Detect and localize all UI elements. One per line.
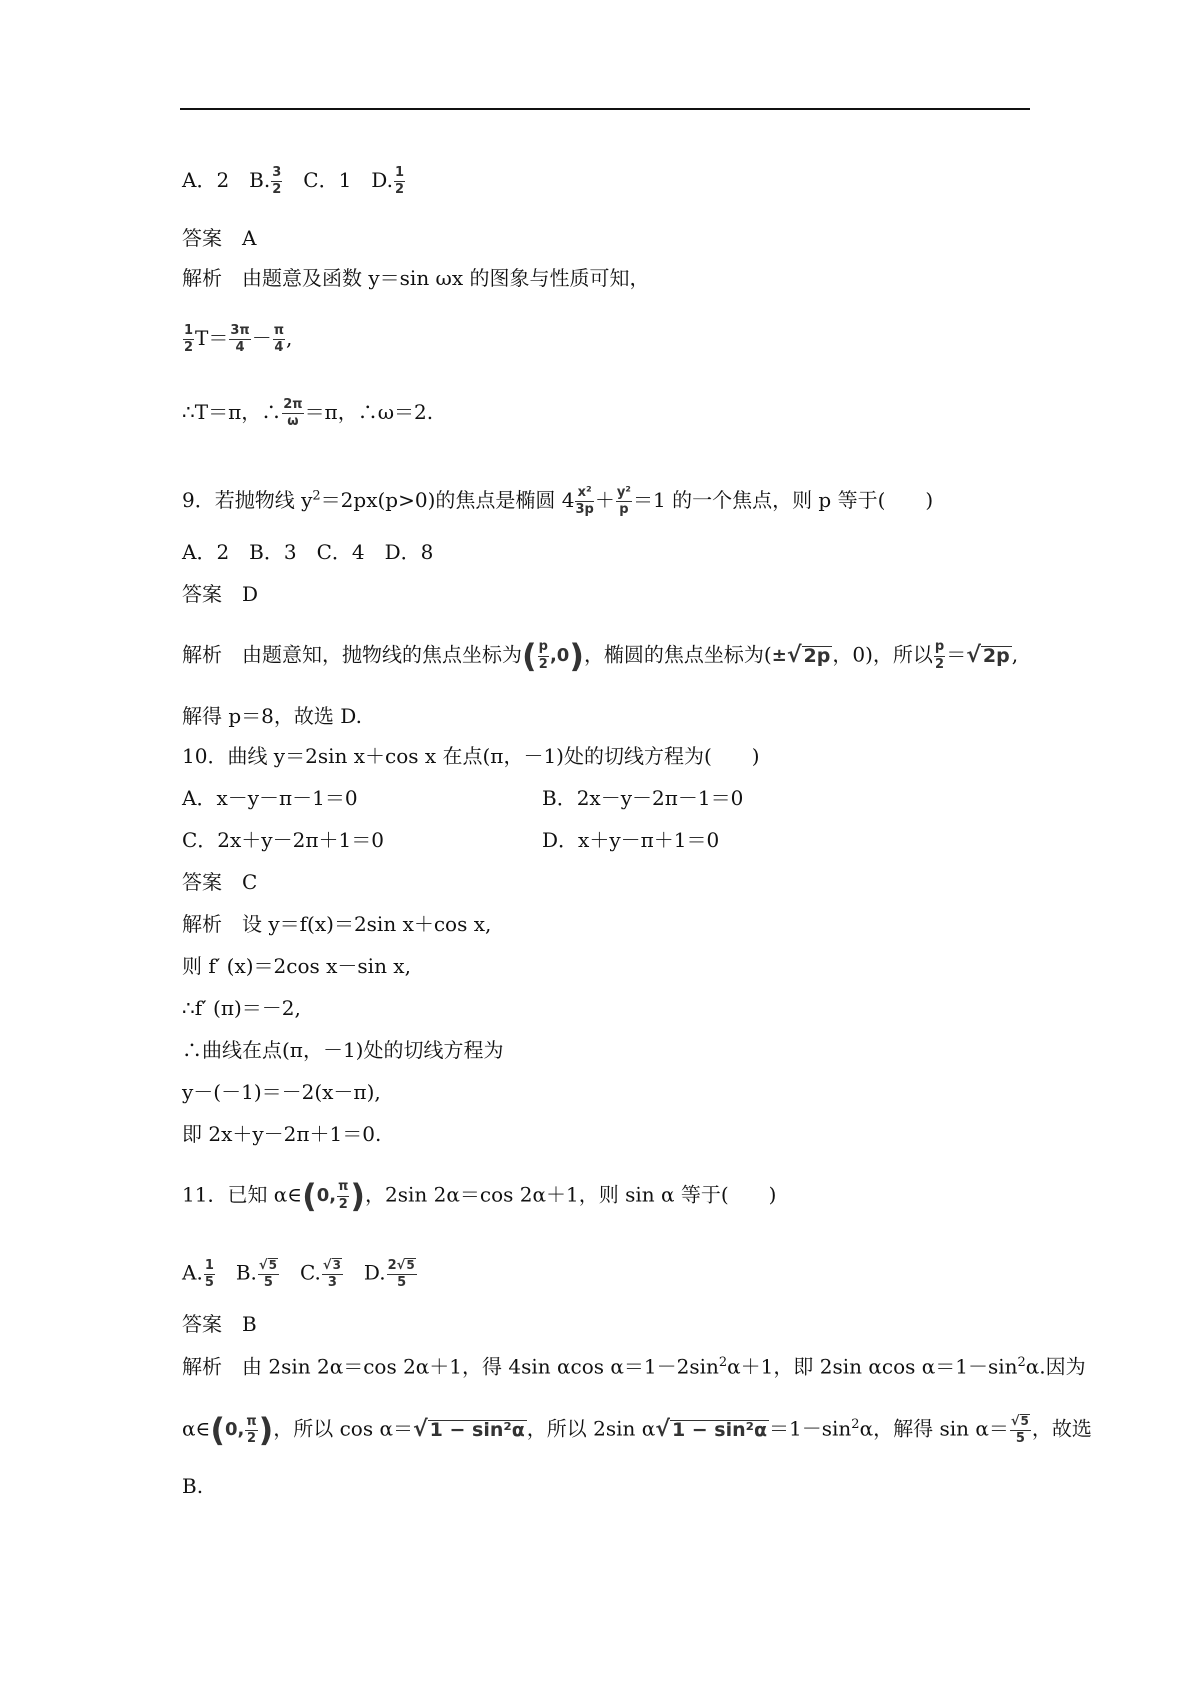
sqrt-expression: √ 1 − sin²α <box>655 1417 768 1443</box>
q11-solution-line-2: α∈(0, $\frac{\pi}{2}$ )，所以 cos α＝√ 1 − sin²α ，所以 2sin α√ $1 - \sin^2\alpha =1-\sin^2\alpha$，解得 sin α＝ $\frac{√5}{5}$ ，故选 <box>182 1411 1092 1450</box>
q8-options <box>182 166 406 197</box>
q10-option-d: D．x＋y－π＋1＝0 <box>542 828 720 852</box>
q10-option-a: A．x－y－π－1＝0 <box>182 786 358 810</box>
q9-solution-line-2: 解得 p＝8，故选 D. <box>182 704 362 728</box>
q10-solution-line: ∴f′ (π)＝－2, <box>182 996 301 1020</box>
q10-question: 10．曲线 y＝2sin x＋cos x 在点(π，－1)处的切线方程为( ) <box>182 744 760 768</box>
fraction: $\frac{1}{2}$ <box>184 323 194 356</box>
fraction: $\frac{3\pi}{4}$ <box>230 323 250 356</box>
fraction: $\frac{\pi}{4}$ <box>273 323 285 356</box>
q11-answer: 答案 B <box>182 1312 257 1336</box>
option-a-b-label: A．2 B. <box>182 168 271 193</box>
sqrt-expression: √ 1 − sin²α <box>412 1417 525 1443</box>
q10-solution-line: y－(－1)＝－2(x－π), <box>182 1080 381 1104</box>
fraction: $\frac{√5}{5}$ <box>1010 1414 1029 1447</box>
q8-solution-formula-2: ∴T＝π，∴ $\frac{2\pi}{\omega}$ ＝π，∴ω＝2. <box>182 397 434 430</box>
q10-option-b: B．2x－y－2π－1＝0 <box>542 786 744 810</box>
fraction: $\frac{\pi}{2}$ <box>338 1179 349 1212</box>
q11-options: A. $\frac{1}{5}$ B. $\frac{√5}{5}$ C. $\frac{√3}{3}$ D. $\frac{2√5}{5}$ <box>182 1257 415 1291</box>
fraction: $\frac{1}{2}$ <box>395 165 405 198</box>
q11-solution-line-1: 解析 由 2sin 2α＝cos 2α＋1，得 4sin αcos $\alpha=1-2\sin^2\alpha+1$，即 2sin αcos $\alpha=1-\sin^2\alpha$.因为 <box>182 1354 1086 1379</box>
q9-question: 9．若抛物线 $y^2=2px(p>0)$的焦点是椭圆 4 $\frac{\text{x²}}{3p}$ ＋ $\frac{\text{y²}}{p}$ ＝1 的一个焦点，则 p 等于( ) <box>182 485 934 518</box>
fraction: $\frac{2√5}{5}$ <box>387 1258 415 1291</box>
q8-solution-formula-1: $\frac{1}{2}$ T＝ $\frac{3\pi}{4}$ － $\frac{\pi}{4}$ , <box>184 323 293 356</box>
q10-solution-line: 解析 设 y＝f(x)＝2sin x＋cos x, <box>182 912 492 936</box>
q11-solution-line-3: B. <box>182 1474 204 1498</box>
fraction: $\frac{3}{2}$ <box>272 165 282 198</box>
q10-option-c: C．2x＋y－2π＋1＝0 <box>182 828 384 852</box>
q8-answer: 答案 A <box>182 226 257 250</box>
fraction: $\frac{\text{y²}}{p}$ <box>616 485 631 518</box>
option-c-d-label: C．1 D. <box>283 168 393 193</box>
fraction: $\frac{√3}{3}$ <box>322 1258 341 1291</box>
fraction: $\frac{2\pi}{\omega}$ <box>283 397 303 430</box>
header-rule <box>180 108 1030 110</box>
q10-solution-line: 即 2x＋y－2π＋1＝0. <box>182 1122 382 1146</box>
fraction: $\frac{\pi}{2}$ <box>246 1413 257 1446</box>
fraction: $\frac{\text{x²}}{3p}$ <box>575 485 594 518</box>
sqrt-expression: √ 2p <box>786 643 831 668</box>
q8-solution-text: 解析 由题意及函数 y＝sin ωx 的图象与性质可知， <box>182 266 650 290</box>
q9-answer: 答案 D <box>182 582 259 606</box>
q10-solution-line: ∴曲线在点(π，－1)处的切线方程为 <box>182 1038 504 1062</box>
q9-options: A．2 B．3 C．4 D．8 <box>182 540 434 564</box>
q11-question: 11．已知 α∈(0, $\frac{\pi}{2}$ )，2sin 2α＝cos 2α＋1，则 sin α 等于( ) <box>182 1177 777 1215</box>
fraction: $\frac{p}{2}$ <box>538 639 548 672</box>
fraction: $\frac{p}{2}$ <box>934 639 945 672</box>
fraction: $\frac{√5}{5}$ <box>258 1258 277 1291</box>
q10-solution-line: 则 f′ (x)＝2cos x－sin x, <box>182 954 411 978</box>
fraction: $\frac{1}{5}$ <box>204 1257 214 1290</box>
q10-answer: 答案 C <box>182 870 258 894</box>
sqrt-expression: √ 2p <box>966 643 1010 668</box>
q9-solution-line-1: 解析 由题意知，抛物线的焦点坐标为( $\frac{p}{2}$ ,0)，椭圆的焦点坐标为(±√ 2p ，0)，所以 $\frac{p}{2}$ ＝√ 2p , <box>182 637 1019 675</box>
